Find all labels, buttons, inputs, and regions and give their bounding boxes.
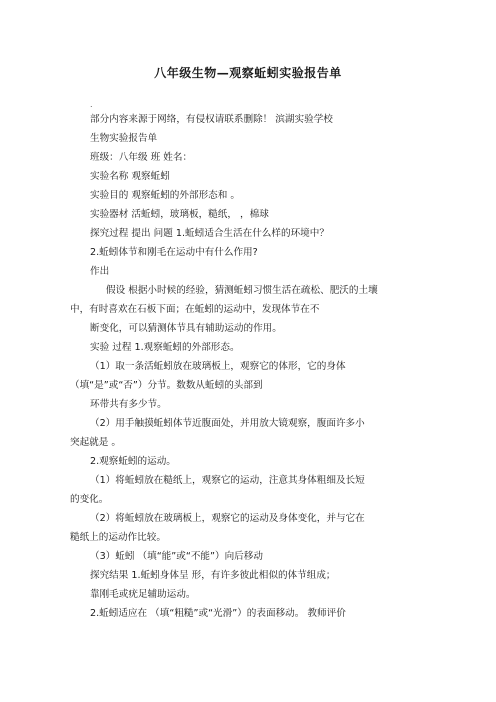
text-line-10: 假设 根据小时候的经验，猜测蚯蚓习惯生活在疏松、肥沃的土壤 [106,285,378,296]
stray-dot: . [90,100,93,109]
text-line-2: 生物实验报告单 [90,133,158,144]
text-line-11: 中，有时喜欢在石板下面；在蚯蚓的运动中，发现体节在不 [70,304,320,315]
text-line-23: 糙纸上的运动作比较。 [70,532,166,543]
text-line-5: 实验目的 观察蚯蚓的外部形态和 。 [90,190,241,201]
text-line-14: （1）取一条活蚯蚓放在玻璃板上，观察它的体形，它的身体 [90,361,346,372]
text-line-9: 作出 [90,266,110,277]
text-line-4: 实验名称 观察蚯蚓 [90,171,170,182]
text-line-25: 探究结果 1.蚯蚓身体呈 形，有许多彼此相似的体节组成； [90,570,336,581]
document-title: 八年级生物—观察蚯蚓实验报告单 [154,66,342,80]
text-line-24: （3）蚯蚓 （填“能”或“不能”）向后移动 [90,551,263,562]
text-line-17: （2）用手触摸蚯蚓体节近腹面处，并用放大镜观察，腹面许多小 [90,418,365,429]
text-line-20: （1）将蚯蚓放在糙纸上，观察它的运动，注意其身体粗细及长短 [90,475,365,486]
text-line-6: 实验器材 活蚯蚓，玻璃板，糙纸， ，棉球 [90,209,269,220]
text-line-21: 的变化。 [70,494,109,505]
text-line-3: 班级：八年级 班 姓名： [90,152,193,163]
text-line-19: 2.观察蚯蚓的运动。 [90,456,176,467]
text-line-15: （填“是”或“否”）分节。数数从蚯蚓的头部到 [70,380,263,391]
text-line-13: 实验 过程 1.观察蚯蚓的外部形态。 [90,342,240,353]
text-line-7: 探究过程 提出 问题 1.蚯蚓适合生活在什么样的环境中？ [90,228,329,239]
text-line-22: （2）将蚯蚓放在玻璃板上，观察它的运动及身体变化，并与它在 [90,513,365,524]
text-line-12: 断变化，可以猜测体节具有辅助运动的作用。 [90,323,282,334]
text-line-16: 环带共有多少节。 [90,399,167,410]
text-line-18: 突起就是 。 [70,437,122,448]
text-line-27: 2.蚯蚓适应在 （填“粗糙”或“光滑”）的表面移动。 教师评价 [90,608,346,619]
text-line-8: 2.蚯蚓体节和刚毛在运动中有什么作用? [90,247,258,258]
text-line-26: 靠刚毛或疣足辅助运动。 [90,589,196,600]
text-line-1: 部分内容来源于网络，有侵权请联系删除！ 滨湖实验学校 [90,114,333,125]
